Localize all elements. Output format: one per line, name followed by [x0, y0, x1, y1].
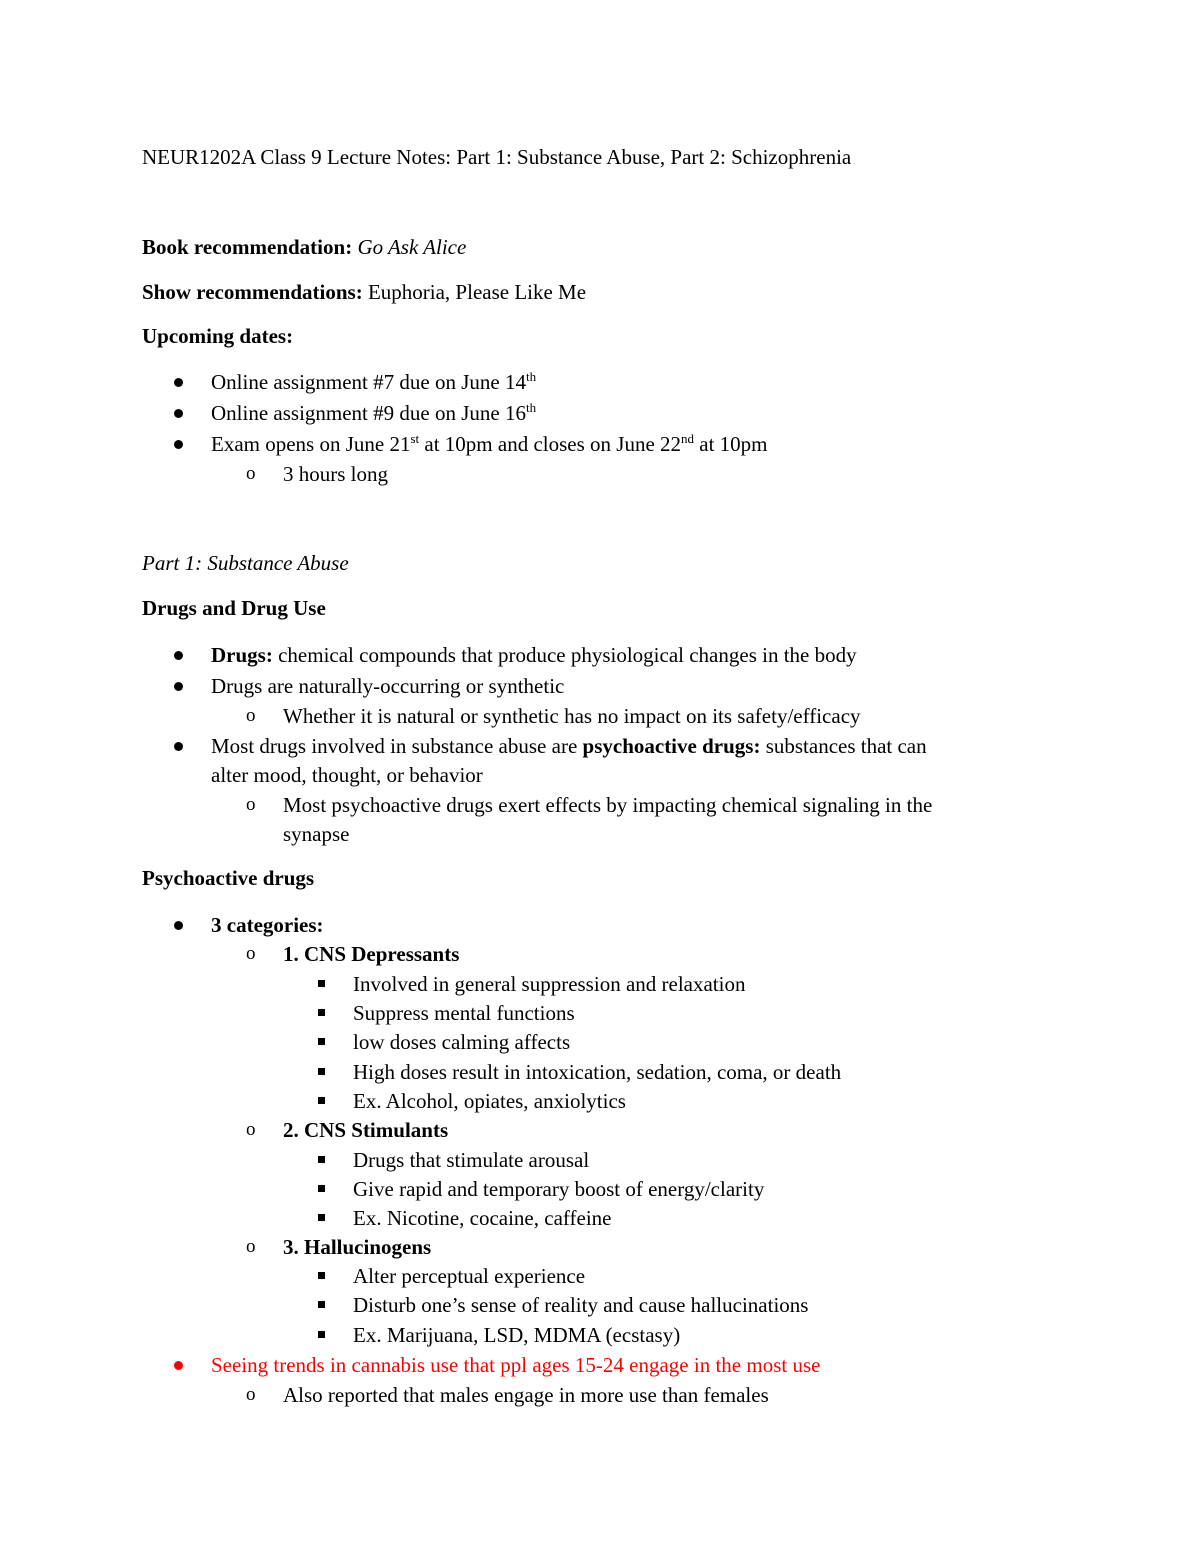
list-item-continuation: alter mood, thought, or behavior [211, 763, 483, 787]
show-value: Euphoria, Please Like Me [367, 280, 587, 304]
list-item: Involved in general suppression and relaxation [353, 972, 746, 996]
bullet-dot-icon [174, 682, 183, 691]
circle-o-icon: o [246, 705, 256, 726]
list-item: Most drugs involved in substance abuse are psychoactive drugs: substances that can [211, 734, 927, 758]
book-recommendation [142, 233, 466, 261]
list-item: Drugs are naturally-occurring or synthetic [211, 674, 565, 698]
circle-o-icon: o [246, 794, 256, 815]
square-bullet-icon [318, 1097, 325, 1104]
bullet-dot-icon [174, 409, 183, 418]
list-item: Online assignment #7 due on June 14th [211, 369, 537, 394]
circle-o-icon: o [246, 1384, 256, 1405]
list-item: High doses result in intoxication, sedation, coma, or death [353, 1060, 842, 1084]
show-recommendation [142, 278, 586, 306]
highlighted-list-item: Seeing trends in cannabis use that ppl ages 15-24 engage in the most use [211, 1353, 821, 1377]
category-label: 1. CNS Depressants [283, 942, 460, 966]
list-item: Suppress mental functions [353, 1001, 575, 1025]
list-item: Give rapid and temporary boost of energy/clarity [353, 1177, 765, 1201]
square-bullet-icon [318, 1301, 325, 1308]
circle-o-icon: o [246, 943, 256, 964]
bullet-dot-icon [174, 440, 183, 449]
bullet-dot-icon [174, 742, 183, 751]
square-bullet-icon [318, 1068, 325, 1075]
upcoming-heading: Upcoming dates: [142, 324, 294, 348]
list-item: Also reported that males engage in more use than females [283, 1383, 769, 1407]
circle-o-icon: o [246, 463, 256, 484]
square-bullet-icon [318, 1038, 325, 1045]
part1-title: Part 1: Substance Abuse [142, 551, 349, 575]
book-label: Book recommendation: [142, 235, 353, 259]
category-label: 2. CNS Stimulants [283, 1118, 449, 1142]
list-item: low doses calming affects [353, 1030, 571, 1054]
book-value: Go Ask Alice [357, 235, 467, 259]
list-item: Alter perceptual experience [353, 1264, 586, 1288]
list-item: Ex. Nicotine, cocaine, caffeine [353, 1206, 612, 1230]
list-item: Online assignment #9 due on June 16th [211, 400, 537, 425]
bullet-dot-icon [174, 1361, 183, 1370]
list-item: 3 categories: [211, 913, 324, 937]
square-bullet-icon [318, 1009, 325, 1016]
list-item: Disturb one’s sense of reality and cause hallucinations [353, 1293, 809, 1317]
drugs-heading: Drugs and Drug Use [142, 596, 326, 620]
bullet-dot-icon [174, 378, 183, 387]
list-item: Exam opens on June 21st at 10pm and closes on June 22nd at 10pm [211, 431, 768, 456]
list-item: Most psychoactive drugs exert effects by impacting chemical signaling in the [283, 793, 933, 817]
psychoactive-heading: Psychoactive drugs [142, 866, 315, 890]
bullet-dot-icon [174, 921, 183, 930]
square-bullet-icon [318, 1156, 325, 1163]
square-bullet-icon [318, 1214, 325, 1221]
list-item: Drugs: chemical compounds that produce physiological changes in the body [211, 643, 857, 667]
category-label: 3. Hallucinogens [283, 1235, 432, 1259]
square-bullet-icon [318, 1185, 325, 1192]
square-bullet-icon [318, 1272, 325, 1279]
list-item: Ex. Alcohol, opiates, anxiolytics [353, 1089, 626, 1113]
square-bullet-icon [318, 980, 325, 987]
bullet-dot-icon [174, 651, 183, 660]
list-item-continuation: synapse [283, 822, 350, 846]
document-title: NEUR1202A Class 9 Lecture Notes: Part 1: Substance Abuse, Part 2: Schizophrenia [142, 145, 852, 169]
square-bullet-icon [318, 1331, 325, 1338]
list-item: 3 hours long [283, 462, 388, 486]
circle-o-icon: o [246, 1236, 256, 1257]
list-item: Whether it is natural or synthetic has no impact on its safety/efficacy [283, 704, 861, 728]
list-item: Ex. Marijuana, LSD, MDMA (ecstasy) [353, 1323, 681, 1347]
show-label: Show recommendations: [142, 280, 363, 304]
circle-o-icon: o [246, 1119, 256, 1140]
list-item: Drugs that stimulate arousal [353, 1148, 590, 1172]
